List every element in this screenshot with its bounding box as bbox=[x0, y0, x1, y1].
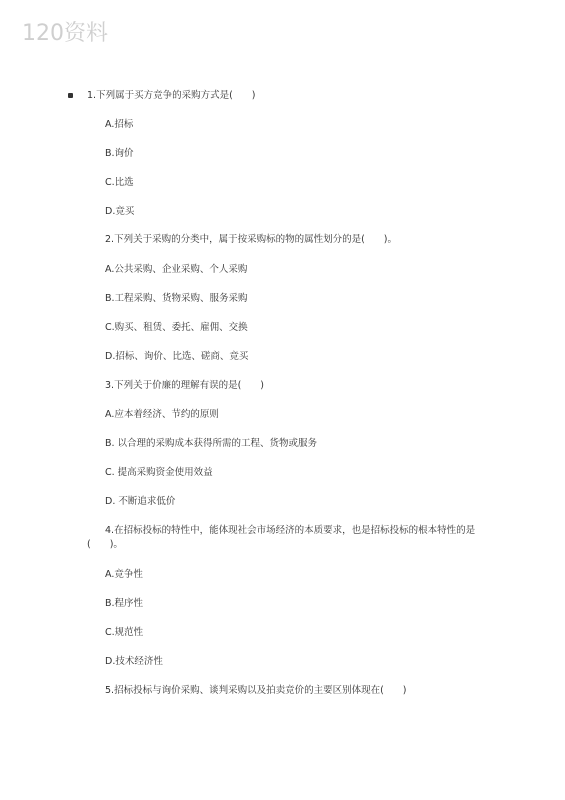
question-1: 1.下列属于买方竞争的采购方式是( ) bbox=[87, 90, 256, 101]
question-2-option-b: B.工程采购、货物采购、服务采购 bbox=[105, 293, 248, 304]
question-5: 5.招标投标与询价采购、谈判采购以及拍卖竞价的主要区别体现在( ) bbox=[105, 685, 407, 696]
list-bullet bbox=[68, 93, 73, 98]
question-3-option-a: A.应本着经济、节约的原则 bbox=[105, 409, 219, 420]
question-3-option-b: B. 以合理的采购成本获得所需的工程、货物或服务 bbox=[105, 438, 318, 449]
watermark-logo: 120资料 bbox=[22, 21, 108, 46]
question-2: 2.下列关于采购的分类中，属于按采购标的物的属性划分的是( )。 bbox=[105, 234, 397, 245]
question-2-option-c: C.购买、租赁、委托、雇佣、交换 bbox=[105, 322, 248, 333]
question-4-option-a: A.竞争性 bbox=[105, 569, 143, 580]
question-4-option-d: D.技术经济性 bbox=[105, 656, 163, 667]
question-3-option-d: D. 不断追求低价 bbox=[105, 496, 176, 507]
question-1-option-b: B.询价 bbox=[105, 148, 134, 159]
question-1-option-a: A.招标 bbox=[105, 119, 134, 130]
question-1-option-d: D.竞买 bbox=[105, 206, 135, 217]
question-2-option-a: A.公共采购、企业采购、个人采购 bbox=[105, 264, 248, 275]
question-4-option-b: B.程序性 bbox=[105, 598, 144, 609]
question-3-option-c: C. 提高采购资金使用效益 bbox=[105, 467, 213, 478]
question-4-option-c: C.规范性 bbox=[105, 627, 144, 638]
question-2-option-d: D.招标、询价、比选、磋商、竞买 bbox=[105, 351, 249, 362]
question-1-option-c: C.比选 bbox=[105, 177, 134, 188]
question-4: 4.在招标投标的特性中，能体现社会市场经济的本质要求，也是招标投标的根本特性的是( )。 bbox=[87, 525, 476, 550]
question-3: 3.下列关于价廉的理解有误的是( ) bbox=[105, 380, 264, 391]
